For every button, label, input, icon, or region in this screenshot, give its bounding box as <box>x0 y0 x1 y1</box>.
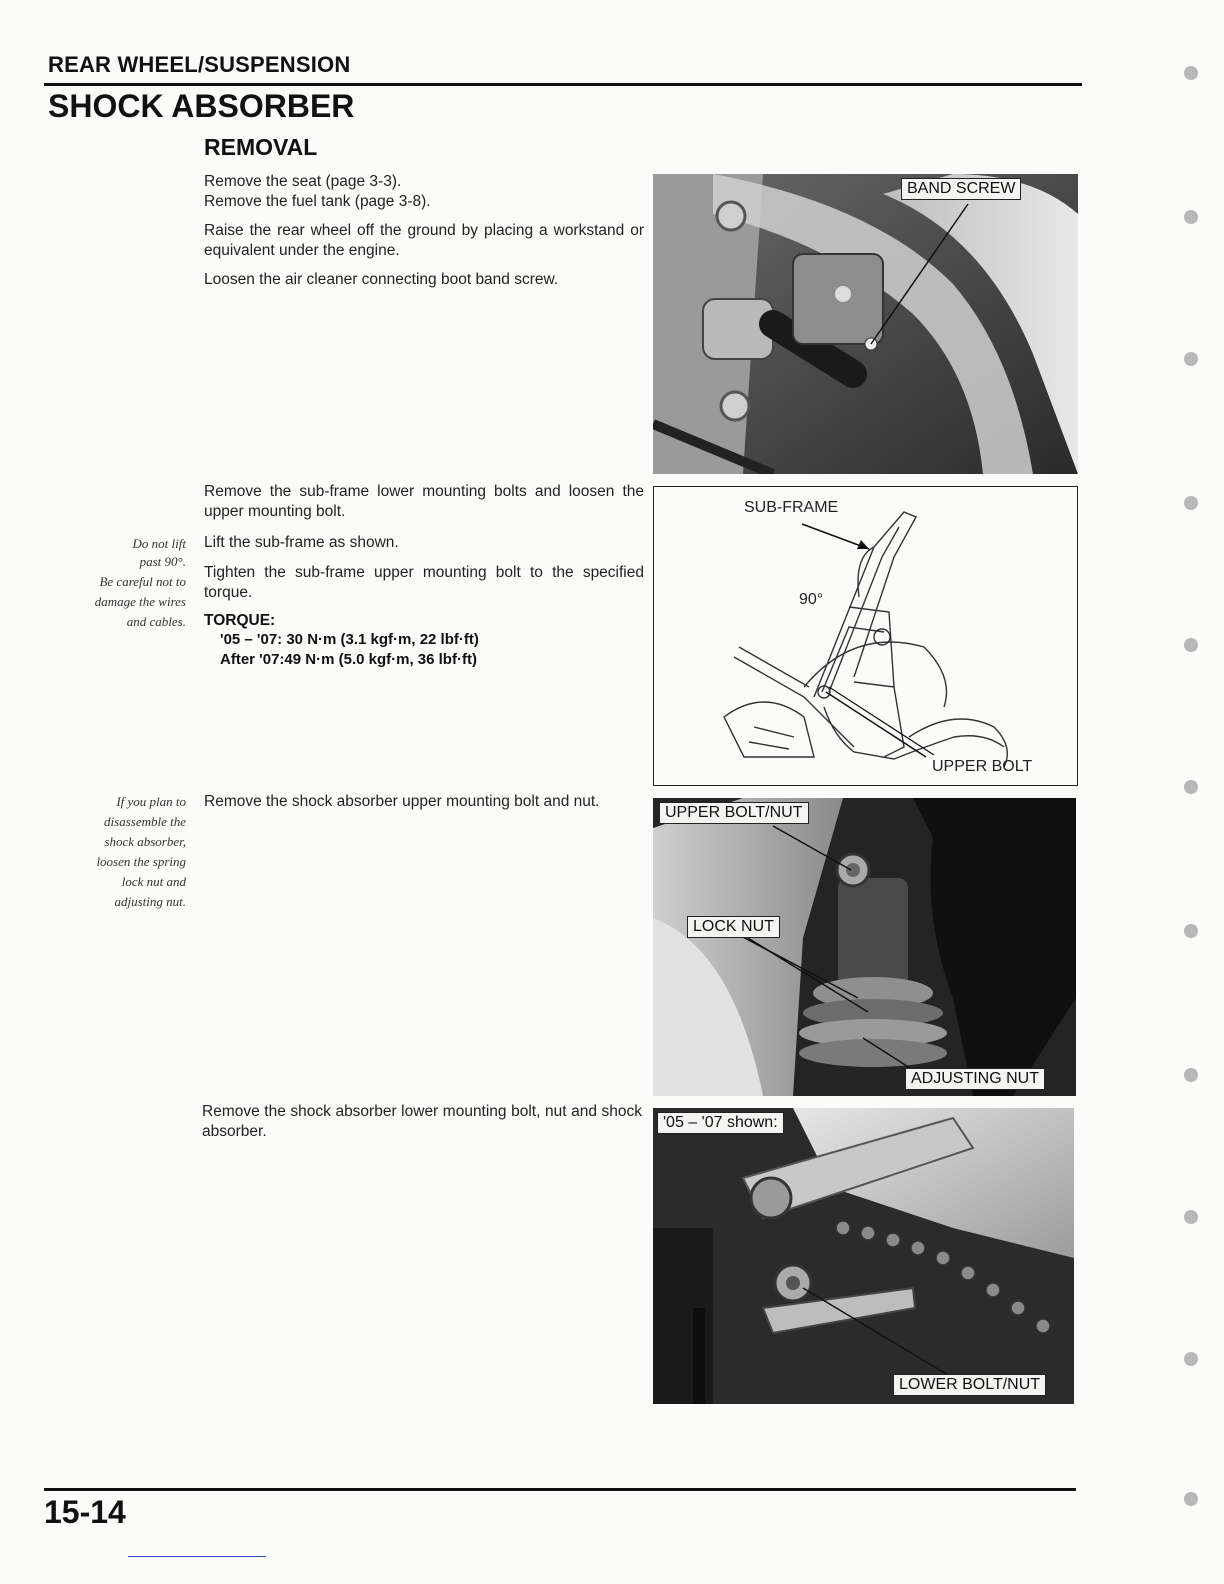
step-1-line-2: Remove the fuel tank (page 3-8). <box>204 193 431 210</box>
photo-band-screw <box>653 174 1078 474</box>
leader-band-screw <box>653 174 1078 474</box>
side-note-line: disassemble the <box>104 814 186 829</box>
step-6: Tighten the sub-frame upper mounting bolt to the specified torque. <box>204 564 644 601</box>
binder-hole <box>1184 496 1198 510</box>
side-note-line: past 90°. <box>139 554 186 569</box>
torque-line-1: '05 – '07: 30 N·m (3.1 kgf·m, 22 lbf·ft) <box>220 631 479 648</box>
binder-hole <box>1184 638 1198 652</box>
header-rule <box>44 83 1082 86</box>
torque-spec <box>204 612 479 670</box>
side-note-line: shock absorber, <box>104 834 186 849</box>
side-note-line: loosen the spring <box>96 854 186 869</box>
binder-hole <box>1184 66 1198 80</box>
binder-hole <box>1184 1352 1198 1366</box>
side-note-line: Do not lift <box>132 536 186 551</box>
torque-line-2: After '07:49 N·m (5.0 kgf·m, 36 lbf·ft) <box>220 651 477 668</box>
label-angle: 90° <box>799 591 824 608</box>
binder-hole <box>1184 1492 1198 1506</box>
side-note-line: If you plan to <box>116 794 186 809</box>
subsection-title: REMOVAL <box>204 134 318 160</box>
label-upper-bolt: UPPER BOLT <box>932 758 1033 775</box>
diagram-subframe-art <box>654 487 1077 785</box>
step-3: Loosen the air cleaner connecting boot band screw. <box>204 271 559 288</box>
binder-hole <box>1184 210 1198 224</box>
footer-link-line <box>128 1556 266 1557</box>
leaders-shock-upper <box>653 798 1076 1096</box>
binder-hole <box>1184 1210 1198 1224</box>
step-1-line-1: Remove the seat (page 3-3). <box>204 173 402 190</box>
label-subframe: SUB-FRAME <box>744 499 839 516</box>
side-note-line: damage the wires <box>94 594 186 609</box>
leader-lower-bolt <box>653 1108 1074 1404</box>
callout-adjusting-nut: ADJUSTING NUT <box>905 1068 1045 1090</box>
side-note-line: lock nut and <box>121 874 186 889</box>
callout-upper-bolt-nut: UPPER BOLT/NUT <box>659 802 809 824</box>
step-2: Raise the rear wheel off the ground by placing a workstand or equivalent under the engine. <box>204 222 644 259</box>
step-8: Remove the shock absorber lower mounting bolt, nut and shock absorber. <box>202 1103 642 1140</box>
callout-year-note: '05 – '07 shown: <box>657 1112 784 1134</box>
section-label: REAR WHEEL/SUSPENSION <box>48 52 351 77</box>
side-note-shock <box>36 792 186 912</box>
photo-shock-upper <box>653 798 1076 1096</box>
callout-band-screw: BAND SCREW <box>901 178 1021 200</box>
page-number: 15-14 <box>44 1494 126 1530</box>
side-note-line: adjusting nut. <box>114 894 186 909</box>
side-note-subframe <box>36 534 186 632</box>
page-title: SHOCK ABSORBER <box>48 88 355 124</box>
torque-label: TORQUE: <box>204 612 276 629</box>
binder-hole <box>1184 1068 1198 1082</box>
step-7: Remove the shock absorber upper mounting bolt and nut. <box>204 793 600 810</box>
callout-lock-nut: LOCK NUT <box>687 916 780 938</box>
binder-hole <box>1184 352 1198 366</box>
photo-shock-lower <box>653 1108 1074 1404</box>
side-note-line: Be careful not to <box>99 574 186 589</box>
side-note-line: and cables. <box>126 614 186 629</box>
step-5: Lift the sub-frame as shown. <box>204 534 399 551</box>
step-4: Remove the sub-frame lower mounting bolts and loosen the upper mounting bolt. <box>204 483 644 520</box>
callout-lower-bolt-nut: LOWER BOLT/NUT <box>893 1374 1046 1396</box>
diagram-subframe <box>653 486 1078 786</box>
binder-hole <box>1184 924 1198 938</box>
binder-hole <box>1184 780 1198 794</box>
step-1 <box>204 172 644 212</box>
footer-rule <box>44 1488 1076 1491</box>
